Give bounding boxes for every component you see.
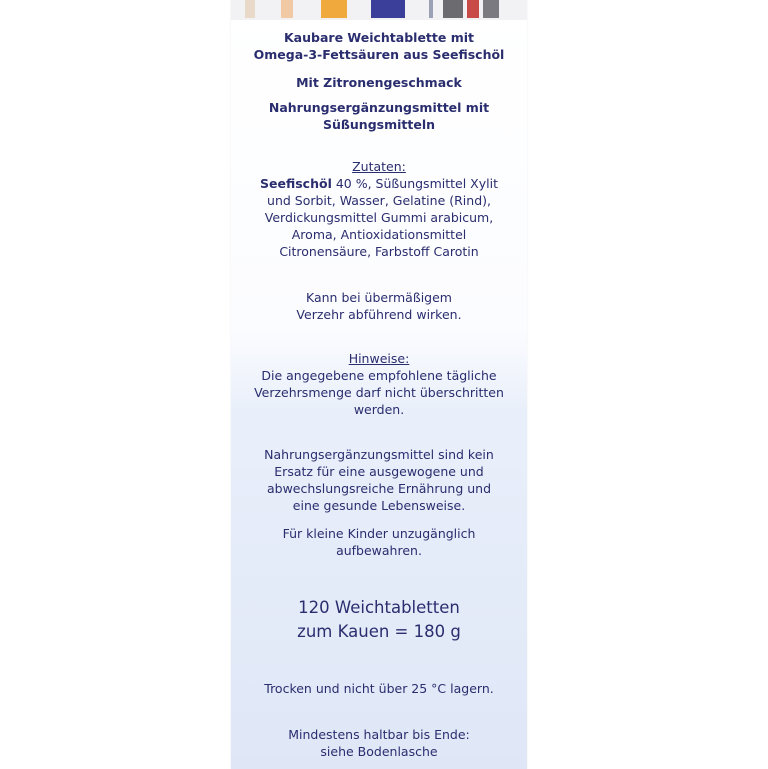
notes-line: Die angegebene empfohlene tägliche [261,368,497,383]
children-line: aufbewahren. [336,543,422,558]
ingredients-line: Verdickungsmittel Gummi arabicum, [264,210,494,225]
best-before-line: siehe Bodenlasche [320,744,438,759]
decorative-pattern [321,0,347,18]
category-line: Nahrungsergänzungsmittel mit [268,100,490,115]
storage-instruction [231,680,527,697]
supplement-line: Nahrungsergänzungsmittel sind kein [264,447,494,462]
supplement-line: abwechslungsreiche Ernährung und [266,481,492,496]
description-line: Kaubare Weichtablette mit [284,30,474,45]
decorative-pattern [429,0,433,18]
category-line: Süßungsmitteln [323,117,435,132]
ingredients-lead-rest: 40 %, Süßungsmittel Xylit [331,176,498,191]
category-text [231,99,527,133]
flavor-line: Mit Zitronengeschmack [296,75,462,90]
flavor-text [231,74,527,91]
supplement-note [231,446,527,514]
quantity-text [231,596,527,644]
supplement-line: eine gesunde Lebensweise. [292,498,466,513]
ingredients-line [231,175,527,192]
decorative-pattern [483,0,499,18]
supplement-line: Ersatz für eine ausgewogene und [274,464,484,479]
best-before [231,726,527,760]
ingredients-line: Citronensäure, Farbstoff Carotin [279,244,479,259]
package-side-panel [231,0,527,769]
children-line: Für kleine Kinder unzugänglich [282,526,476,541]
children-warning [231,525,527,559]
quantity-line: zum Kauen = 180 g [297,622,461,641]
quantity-line: 120 Weichtabletten [298,598,460,617]
notes-heading: Hinweise: [348,351,410,366]
laxative-warning [231,289,527,323]
decorative-pattern [371,0,405,18]
ingredients-line: und Sorbit, Wasser, Gelatine (Rind), [267,193,491,208]
ingredients-section [231,158,527,260]
notes-line: Verzehrsmenge darf nicht überschritten [254,385,504,400]
warning-line: Kann bei übermäßigem [306,290,452,305]
decorative-pattern [443,0,463,18]
decorative-pattern [467,0,479,18]
product-description [231,29,527,63]
warning-line: Verzehr abführend wirken. [296,307,462,322]
ingredients-lead: Seefischöl [260,176,332,191]
decorative-pattern [281,0,293,18]
decorative-pattern [245,0,255,18]
description-line: Omega-3-Fettsäuren aus Seefischöl [253,47,505,62]
storage-line: Trocken und nicht über 25 °C lagern. [264,681,494,696]
ingredients-heading: Zutaten: [352,159,406,174]
notes-line: werden. [353,402,405,417]
package-top-flap [231,0,527,20]
ingredients-line: Aroma, Antioxidationsmittel [291,227,467,242]
best-before-line: Mindestens haltbar bis Ende: [288,727,470,742]
notes-section [231,350,527,418]
